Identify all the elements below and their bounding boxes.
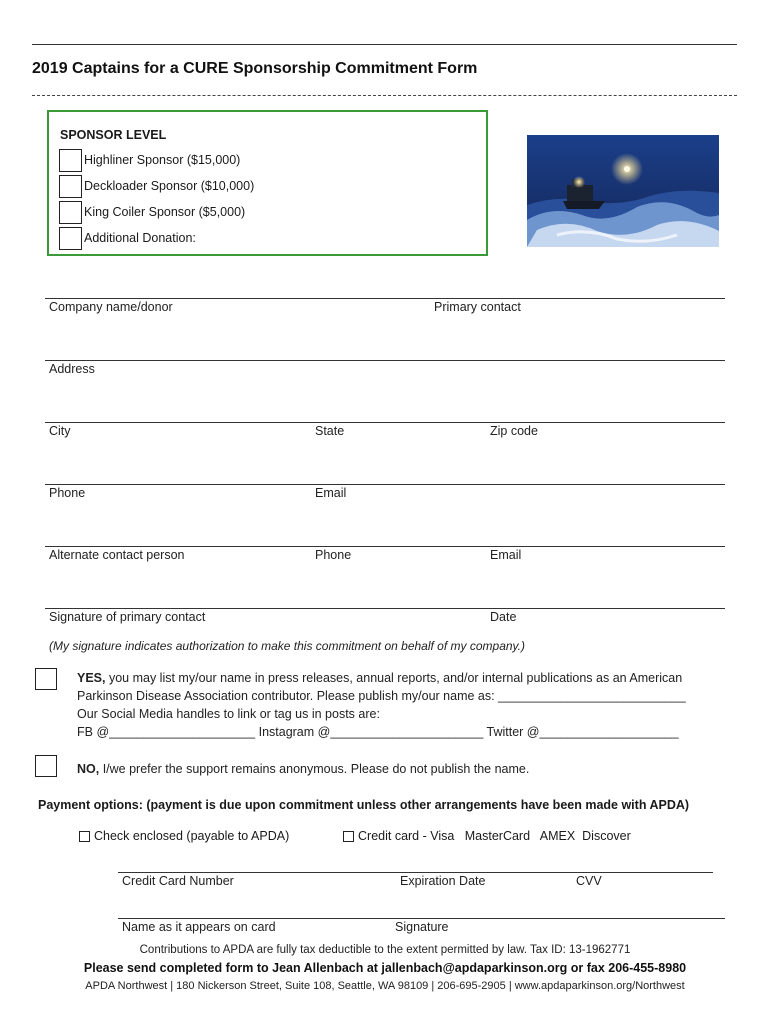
alt-contact-label: Alternate contact person xyxy=(49,548,185,562)
fishing-boat-photo xyxy=(527,135,719,247)
consent-no-checkbox[interactable] xyxy=(35,755,57,777)
checkbox[interactable] xyxy=(343,831,354,842)
phone-label: Phone xyxy=(49,486,86,500)
phone-line xyxy=(45,484,725,485)
no-label: NO, xyxy=(77,762,100,776)
check-enclosed-option[interactable] xyxy=(79,829,289,843)
consent-yes-checkbox[interactable] xyxy=(35,668,57,690)
title-rule xyxy=(32,95,737,96)
credit-card-label: Credit card - Visa MasterCard AMEX Discover xyxy=(358,829,631,843)
authorization-note: (My signature indicates authorization to make this commitment on behalf of my company.) xyxy=(49,639,525,653)
state-label: State xyxy=(315,424,345,438)
sponsor-level-heading: SPONSOR LEVEL xyxy=(60,128,167,142)
sponsor-option-highliner[interactable] xyxy=(59,148,240,172)
no-text: I/we prefer the support remains anonymous. Please do not publish the name. xyxy=(99,762,530,776)
checkbox[interactable] xyxy=(59,227,82,250)
payment-heading: Payment options: (payment is due upon commitment unless other arrangements have been made with APDA) xyxy=(38,798,690,812)
expiration-label: Expiration Date xyxy=(400,874,486,888)
form-title: 2019 Captains for a CURE Sponsorship Commitment Form xyxy=(32,60,478,77)
address-label: Address xyxy=(49,362,95,376)
zip-label: Zip code xyxy=(490,424,538,438)
checkbox[interactable] xyxy=(59,175,82,198)
consent-yes-text xyxy=(77,669,686,741)
option-label: Deckloader Sponsor ($10,000) xyxy=(84,179,255,193)
name-on-card-line xyxy=(118,918,725,919)
card-number-label: Credit Card Number xyxy=(122,874,234,888)
alt-email-label: Email xyxy=(490,548,522,562)
alt-phone-label: Phone xyxy=(315,548,352,562)
company-line xyxy=(45,298,725,299)
option-label: Additional Donation: xyxy=(84,231,196,245)
address-line xyxy=(45,360,725,361)
consent-no-text xyxy=(77,760,529,778)
cvv-label: CVV xyxy=(576,874,602,888)
sponsor-option-king-coiler[interactable] xyxy=(59,200,245,224)
city-label: City xyxy=(49,424,71,438)
primary-contact-label: Primary contact xyxy=(434,300,521,314)
sponsor-option-deckloader[interactable] xyxy=(59,174,254,198)
tax-note: Contributions to APDA are fully tax deductible to the extent permitted by law. Tax ID: 13-1962771 xyxy=(139,944,631,956)
consent-yes-line4: FB @_____________________ Instagram @______________________ Twitter @____________________ xyxy=(77,725,679,739)
date-label: Date xyxy=(490,610,517,624)
city-line xyxy=(45,422,725,423)
signature-line xyxy=(45,608,725,609)
yes-label: YES, xyxy=(77,671,106,685)
consent-yes-line2: Parkinson Disease Association contributor. Please publish my/our name as: ___________________________ xyxy=(77,689,686,703)
check-enclosed-label: Check enclosed (payable to APDA) xyxy=(94,829,290,843)
top-rule xyxy=(32,44,737,45)
alt-contact-line xyxy=(45,546,725,547)
footer-address: APDA Northwest | 180 Nickerson Street, Suite 108, Seattle, WA 98109 | 206-695-2905 | www.apdaparkinson.org/Northwest xyxy=(85,980,685,992)
sponsor-option-additional-donation[interactable] xyxy=(59,226,196,250)
email-label: Email xyxy=(315,486,347,500)
checkbox[interactable] xyxy=(59,149,82,172)
yes-line1-text: you may list my/our name in press releases, annual reports, and/or internal publications as an American xyxy=(105,671,683,685)
company-label: Company name/donor xyxy=(49,300,173,314)
checkbox[interactable] xyxy=(59,201,82,224)
consent-yes-line1 xyxy=(77,669,686,687)
consent-yes-line3: Our Social Media handles to link or tag us in posts are: xyxy=(77,707,380,721)
name-on-card-label: Name as it appears on card xyxy=(122,920,276,934)
credit-card-option[interactable] xyxy=(343,829,631,843)
checkbox[interactable] xyxy=(79,831,90,842)
send-instructions: Please send completed form to Jean Allenbach at jallenbach@apdaparkinson.org or fax 206-455-8980 xyxy=(83,961,687,975)
card-number-line xyxy=(118,872,713,873)
signature-label: Signature of primary contact xyxy=(49,610,206,624)
option-label: King Coiler Sponsor ($5,000) xyxy=(84,205,246,219)
card-signature-label: Signature xyxy=(395,920,449,934)
option-label: Highliner Sponsor ($15,000) xyxy=(84,153,241,167)
